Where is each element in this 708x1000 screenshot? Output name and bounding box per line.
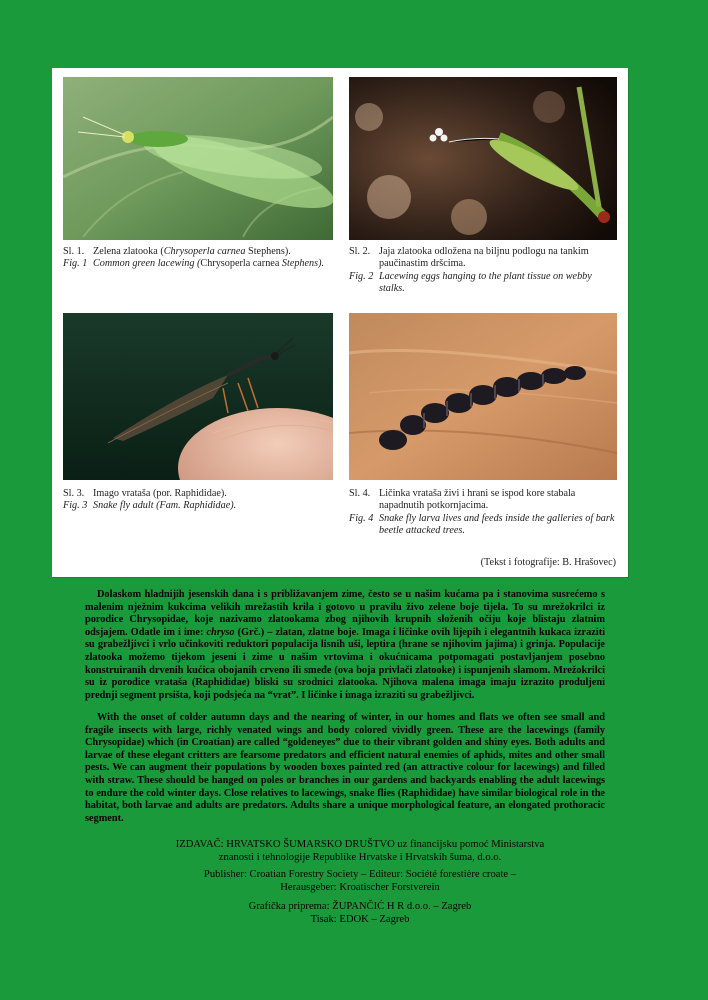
caption-fig3-hr-label: Sl. 3. (63, 488, 85, 499)
print-line (100, 913, 620, 926)
caption-fig1 (63, 246, 338, 271)
print-label: Tisak: (310, 914, 337, 925)
caption-fig1-hr-text: Zelena zlatooka (Chrysoperla carnea Stephens). (93, 246, 291, 257)
caption-fig3-en-label: Fig. 3 (63, 500, 88, 512)
caption-fig4-en-text: Snake fly larva lives and feeds inside the galleries of bark beetle attacked trees. (379, 512, 615, 537)
publisher-en-line: Publisher: Croatian Forestry Society – Editeur: Société forestière croate – (203, 869, 517, 880)
caption-fig1-en-text: Common green lacewing (Chrysoperla carnea Stephens). (93, 258, 325, 270)
caption-fig1-hr-label: Sl. 1. (63, 246, 85, 257)
photo-credit: (Tekst i fotografije: B. Hrašovec) (480, 557, 616, 568)
caption-fig3-hr-text: Imago vrataša (por. Raphididae). (93, 488, 227, 499)
caption-fig2-en-label: Fig. 2 (349, 270, 374, 282)
graphic-prep-line (100, 900, 620, 913)
caption-fig4-en-label: Fig. 4 (349, 512, 374, 524)
caption-fig2-hr-label: Sl. 2. (349, 246, 371, 257)
caption-fig2-hr-text: Jaja zlatooka odložena na biljnu podlogu na tankim paučinastim dršcima. (379, 246, 589, 270)
publisher-hr-line2: znanosti i tehnologije Republike Hrvatske i Hrvatskih šuma, d.o.o. (218, 852, 502, 863)
graphic-prep-value: ŽUPANČIĆ H R d.o.o. – Zagreb (332, 901, 472, 912)
caption-fig4-hr-text: Ličinka vrataša živi i hrani se ispod kore stabala napadnutih potkornjacima. (379, 488, 576, 512)
photo-snake-fly-adult (63, 313, 333, 480)
photo-snake-fly-larva (349, 313, 617, 480)
graphic-prep-label: Grafička priprema: (248, 901, 330, 912)
figure-panel (52, 68, 628, 577)
caption-fig3 (63, 488, 338, 513)
caption-fig3-en-text: Snake fly adult (Fam. Raphididae). (93, 500, 237, 512)
caption-fig1-en-label: Fig. 1 (63, 258, 88, 270)
print-value: EDOK – Zagreb (339, 914, 410, 925)
caption-fig4 (349, 488, 617, 538)
publisher-de-line: Herausgeber: Kroatischer Forstverein (280, 882, 440, 893)
photo-lacewing-eggs (349, 77, 617, 240)
publisher-hr-line1: IZDAVAČ: HRVATSKO ŠUMARSKO DRUŠTVO uz financijsku pomoć Ministarstva (175, 839, 545, 850)
caption-fig2 (349, 246, 617, 296)
caption-fig4-hr-label: Sl. 4. (349, 488, 371, 499)
photo-green-lacewing (63, 77, 333, 240)
caption-fig2-en-text: Lacewing eggs hanging to the plant tissue on webby stalks. (379, 270, 592, 295)
paragraph-croatian: Dolaskom hladnijih jesenskih dana i s približavanjem zime, često se u našim kućama pa i stanovima susrećemo s malenim nježnim kukcima velikih mrežastih krila i gotovo u pravilu živo zelene boje tijela. To su mrežokrilci iz porodice Chrysopidae, koje nazivamo zlatookama zbog njihovih krupnih složenih očiju koje blistaju zlatnim odsjajem. Odatle im i ime: chryso (Grč.) – zlatan, zlatne boje. Imaga i ličinke ovih lijepih i elegantnih kukaca izraziti su grabežljivci i vrlo učinkoviti reduktori populacija lisnih uši, leptira (hrane se njihovim jajima) i grinja. Populacije zlatooka možemo tijekom jeseni i zime u našim vrtovima i okućnicama potpomagati postavljanjem posebno konstruiranih drvenih kućica obojanih crveno ili smeđe (ova boja privlači zlatooke) i ispunjenih slamom. Mrežokrilci su iz porodice vrataša (Raphididae) bliski su srodnici zlatooka. Njihova malena imaga imaju izrazito produljeni prednji segment prsišta, koji podsjeća na “vrat”. I ličinke i imaga izraziti su grabežljivci. (85, 589, 606, 701)
publisher-info (100, 838, 620, 926)
paragraph-english: With the onset of colder autumn days and the nearing of winter, in our homes and flats we often see small and fragile insects with large, richly venated wings and body colored vividly green. These are the lacewings (family Chrysopidae) which (in Croatian) are called “goldeneyes” due to their vibrant golden and shiny eyes. Both adults and larvae of these elegant critters are fearsome predators and efficient natural enemies of aphids, mites and other small pests. We can augment their populations by wooden boxes painted red (an attractive colour for lacewings) and filled with straw. These should be hanged on poles or branches in our gardens and backyards enabling the adult lacewings to endure the cold winter days. Close relatives to lacewings, snake flies (Raphididae) have similar biological role in the habitat, both larvae and adults are predators. Adults share a unique morphological feature, an elongated prothoracic segment. (85, 712, 605, 824)
